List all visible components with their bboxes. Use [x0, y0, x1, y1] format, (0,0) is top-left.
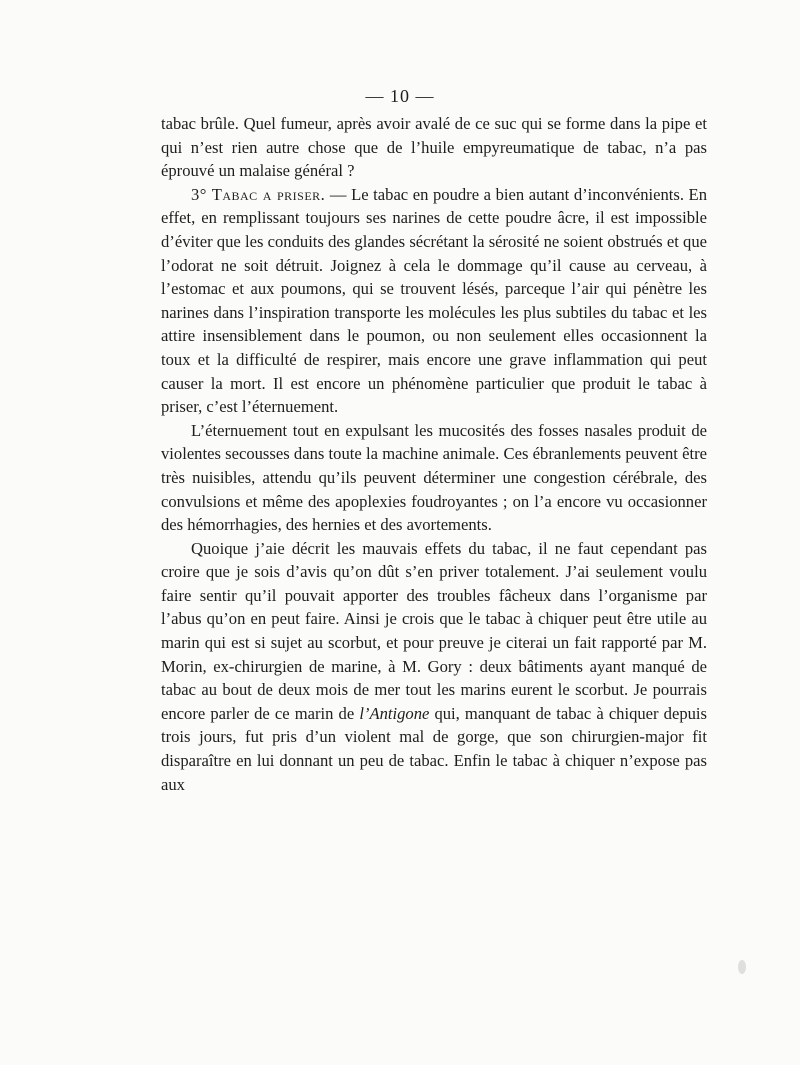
- paragraph-continuation: tabac brûle. Quel fumeur, après avoir avalé de ce suc qui se forme dans la pipe et qui n’est rien autre chose que de l’huile empyreumatique de tabac, n’a pas éprouvé un malaise général ?: [161, 114, 707, 181]
- paper-stain: [738, 960, 746, 974]
- page-body: [161, 112, 707, 796]
- ship-name: l’Antigone: [359, 703, 430, 723]
- paragraph-text: qui, manquant de tabac à chiquer depuis trois jours, fut pris d’un violent mal de gorge, que son chirurgien-major fit disparaître en lui donnant un peu de tabac. Enfin le tabac à chiquer n’expose pas aux: [161, 703, 708, 794]
- paragraph-quoique: [161, 537, 707, 797]
- paragraph-text: — Le tabac en poudre a bien autant d’inconvénients. En effet, en remplissant toujours ses narines de cette poudre âcre, il est impossible d’éviter que les conduits des glandes sécrétant la sérosité ne soient obstrués et que l’odorat ne soit détruit. Joignez à cela le dommage qu’il cause au cerveau, à l’estomac et aux poumons, qui se trouvent lésés, parceque l’air qui pénètre les narines dans l’inspiration transporte les molécules les plus subtiles du tabac et les attire insensiblement dans le poumon, ou non seulement elles occasionnent la toux et la difficulté de respirer, mais encore une grave inflammation qui peut causer la mort. Il est encore un phénomène particulier que produit le tabac à priser, c’est l’éternuement.: [161, 184, 707, 417]
- page-number: — 10 —: [365, 86, 435, 106]
- paragraph-tabac-a-priser: [161, 183, 707, 419]
- section-heading: 3° Tabac a priser.: [191, 184, 326, 204]
- paragraph-eternuement: L’éternuement tout en expulsant les mucosités des fosses nasales produit de violentes secousses dans toute la machine animale. Ces ébranlements peuvent être très nuisibles, attendu qu’ils peuvent déterminer une congestion cérébrale, des convulsions et même des apoplexies foudroyantes ; on l’a encore vu occasionner des hémorrhagies, des hernies et des avortements.: [161, 420, 707, 535]
- paragraph-text: Quoique j’aie décrit les mauvais effets du tabac, il ne faut cependant pas croire que je sois d’avis qu’on dût s’en priver totalement. J’ai seulement voulu faire sentir qu’il pouvait apporter des troubles fâcheux dans l’organisme par l’abus qu’on en peut faire. Ainsi je crois que le tabac à chiquer peut être utile au marin qui est si sujet au scorbut, et pour preuve je citerai un fait rapporté par M. Morin, ex-chirurgien de marine, à M. Gory : deux bâtiments ayant manqué de tabac au bout de deux mois de mer tout les marins eurent le scorbut. Je pourrais encore parler de ce marin de: [161, 538, 707, 723]
